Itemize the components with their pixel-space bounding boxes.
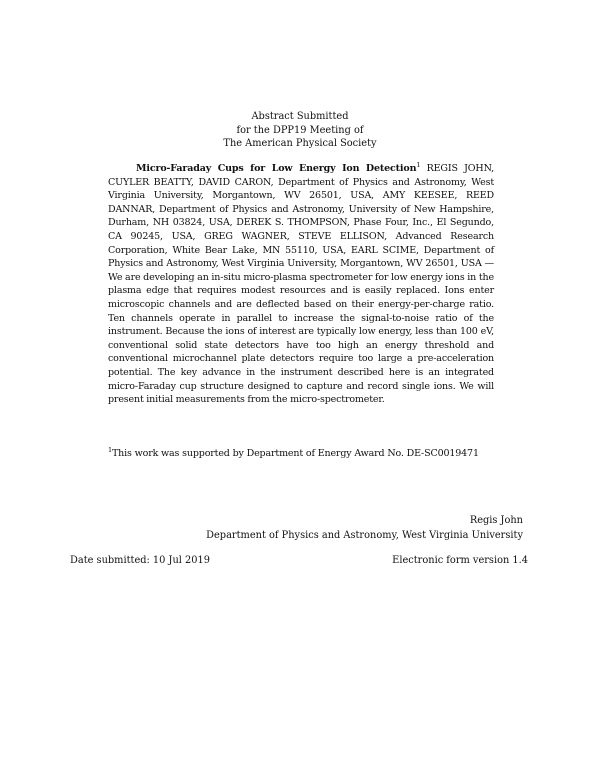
date-submitted: Date submitted: 10 Jul 2019: [70, 555, 210, 566]
header-line-2: for the DPP19 Meeting of: [236, 124, 364, 136]
abstract-title: Micro-Faraday Cups for Low Energy Ion Detection: [136, 163, 417, 174]
footnote-text: This work was supported by Department of Energy Award No. DE-SC0019471: [112, 448, 479, 459]
signature-name: Regis John: [469, 515, 523, 526]
abstract-body: REGIS JOHN, CUYLER BEATTY, DAVID CARON, Department of Physics and Astronomy, West Virginia University, Morgantown, WV 26501, USA, AMY KEESEE, REED DANNAR, Department of Physics and Astronomy, University of New Hampshire, Durham, NH 03824, USA, DEREK S. THOMPSON, Phase Four, Inc., El Segundo, CA 90245, USA, GREG WAGNER, STEVE ELLISON, Advanced Research Corporation, White Bear Lake, MN 55110, USA, EARL SCIME, Department of Physics and Astronomy, West Virginia University, Morgantown, WV 26501, USA — We are developing an in-situ micro-plasma spectrometer for low energy ions in the plasma edge that requires modest resources and is easily replaced. Ions enter microscopic channels and are deflected based on their energy-per-charge ratio. Ten channels operate in parallel to increase the signal-to-noise ratio of the instrument. Because the ions of interest are typically low energy, less than 100 eV, conventional solid state detectors have too high an energy threshold and conventional microchannel plate detectors require too large a pre-acceleration potential. The key advance in the instrument described here is an integrated micro-Faraday cup structure designed to capture and record single ions. We will present initial measurements from the micro-spectrometer.: [108, 163, 494, 406]
form-version: Electronic form version 1.4: [392, 555, 528, 566]
title-footnote-marker: 1: [416, 160, 421, 169]
submission-header: [0, 110, 600, 151]
footnote-marker: 1: [108, 445, 112, 454]
signature-affiliation: Department of Physics and Astronomy, West Virginia University: [206, 530, 523, 541]
footnote: [108, 447, 508, 460]
header-line-3: The American Physical Society: [223, 138, 377, 149]
header-line-1: Abstract Submitted: [251, 111, 349, 122]
abstract-paragraph: [108, 162, 494, 407]
signature-block: [206, 513, 523, 543]
